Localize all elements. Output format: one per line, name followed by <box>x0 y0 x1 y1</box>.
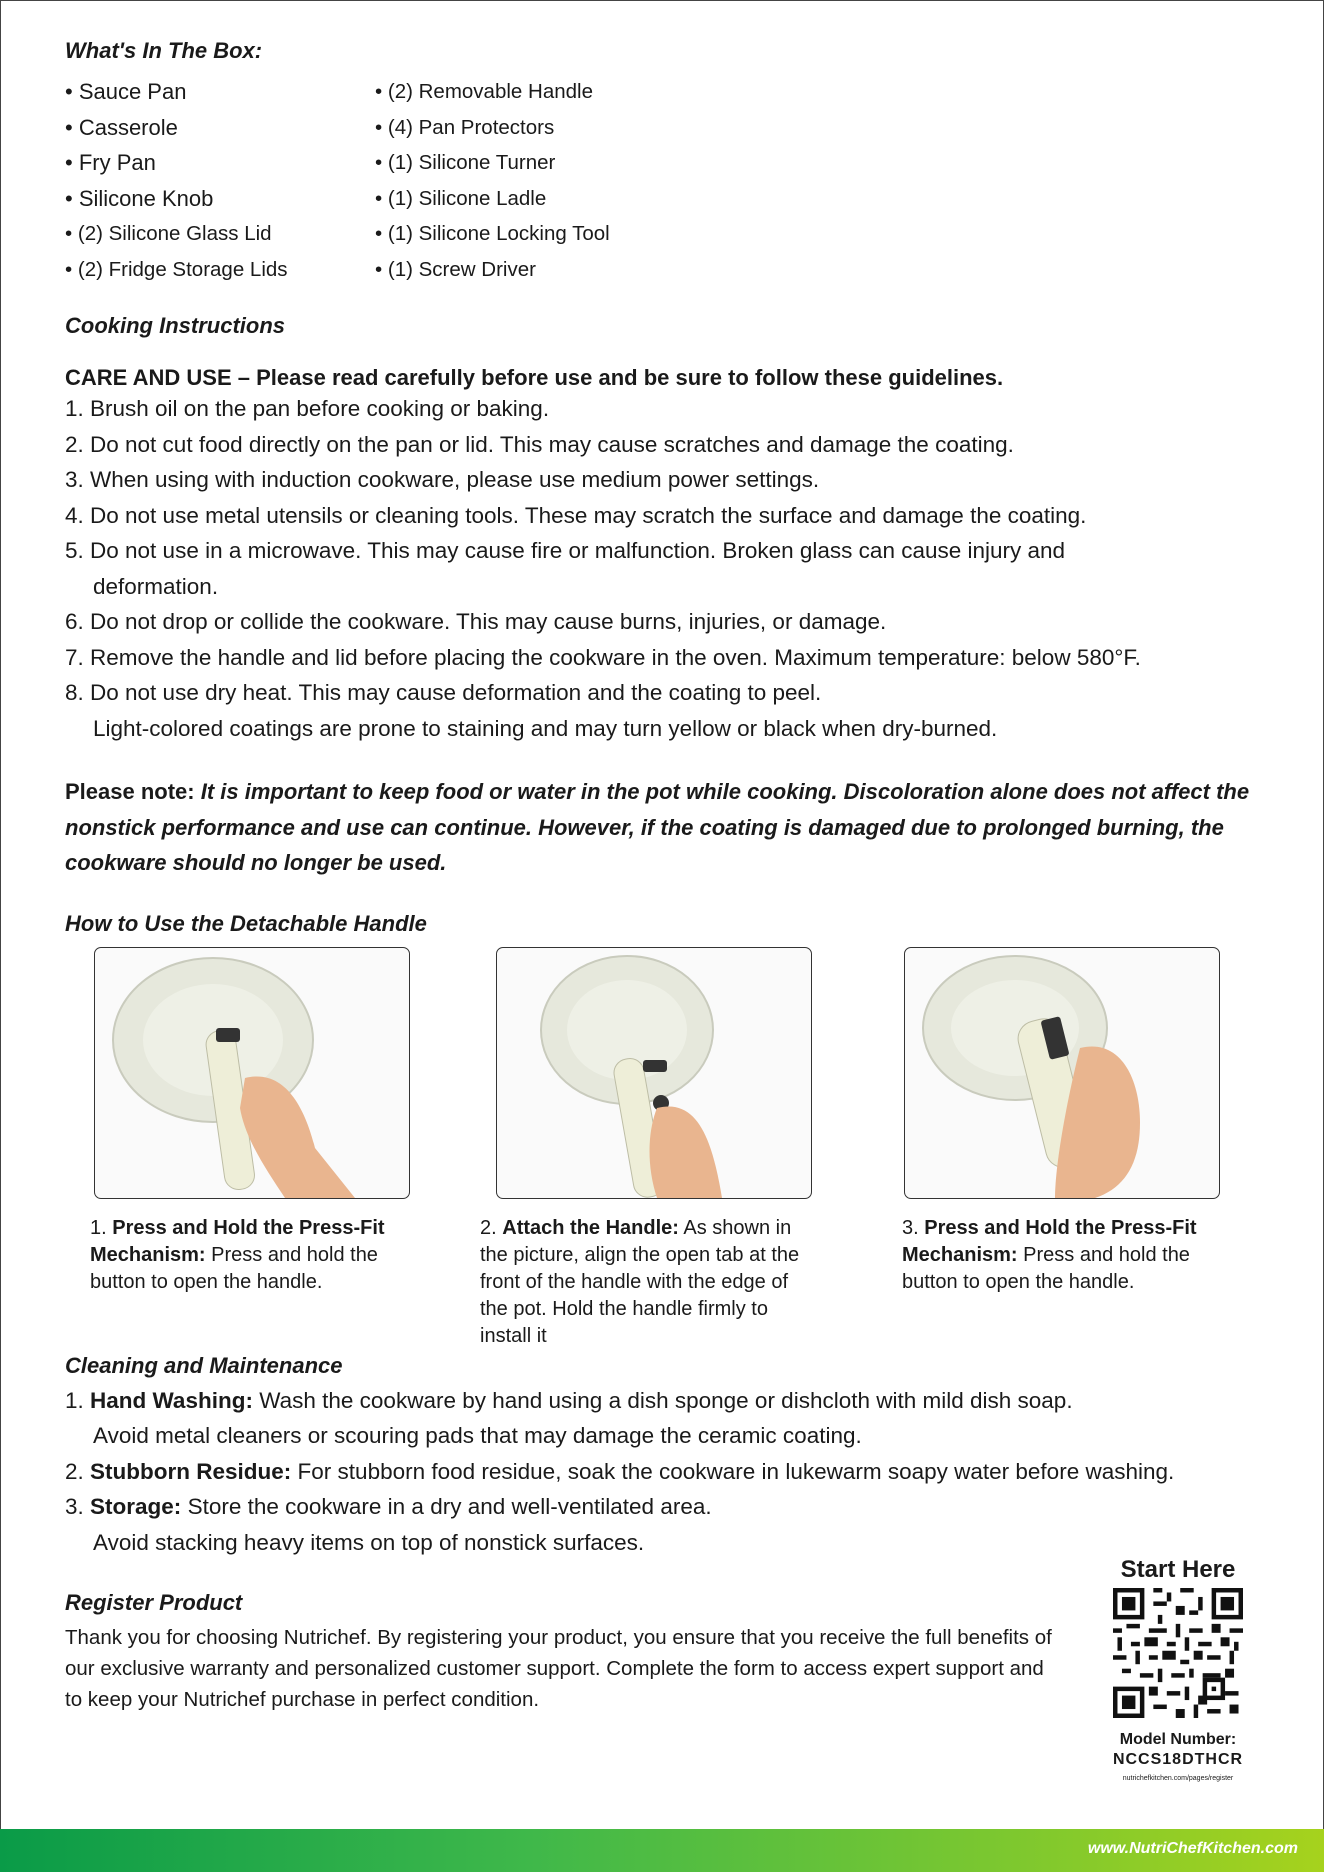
step-text: Press and hold the button to open the handle. <box>902 1243 1190 1293</box>
item-bold: Hand Washing: <box>90 1387 253 1413</box>
note-text: It is important to keep food or water in the pot while cooking. Discoloration alone does not affect the nonstick performance and use can continue. However, if the coating is damaged due to prolonged burning, the cookware should no longer be used. <box>65 779 1250 875</box>
step-number: 2. <box>480 1216 497 1239</box>
care-item: 6. Do not drop or collide the cookware. This may cause burns, injuries, or damage. <box>65 609 887 634</box>
box-title: What's In The Box: <box>65 38 263 63</box>
item-bold: Stubborn Residue: <box>90 1458 292 1484</box>
step-bold: Attach the Handle: <box>502 1216 679 1239</box>
pan-hand-image <box>95 948 409 1198</box>
care-item: 7. Remove the handle and lid before placing the cookware in the oven. Maximum temperature: below 580°F. <box>65 644 1141 670</box>
register-title: Register Product <box>65 1590 243 1615</box>
box-item: • (1) Silicone Ladle <box>375 186 547 210</box>
step-1-photo <box>94 947 410 1199</box>
item-number: 2. <box>65 1458 84 1484</box>
step-1-caption <box>90 1215 390 1296</box>
box-item: • (2) Removable Handle <box>375 80 593 103</box>
box-item: • (1) Silicone Locking Tool <box>375 222 610 245</box>
item-text: For stubborn food residue, soak the cookware in lukewarm soapy water before washing. <box>297 1458 1175 1484</box>
step-3-caption <box>902 1215 1222 1296</box>
care-item-continued: deformation. <box>93 573 219 599</box>
step-number: 1. <box>90 1216 107 1239</box>
item-number: 1. <box>65 1387 84 1413</box>
qr-title: Start Here <box>1120 1556 1236 1583</box>
handle-steps <box>65 947 1265 1357</box>
register-url[interactable]: nutrichefkitchen.com/pages/register <box>1122 1775 1234 1782</box>
cleaning-item-continued: Avoid stacking heavy items on top of nonstick surfaces. <box>93 1529 645 1555</box>
box-item: • (2) Fridge Storage Lids <box>65 257 288 281</box>
cleaning-item <box>65 1454 1265 1490</box>
box-list <box>65 74 1265 287</box>
step-bold: Press and Hold the Press-Fit Mechanism: <box>90 1216 385 1266</box>
cleaning-title: Cleaning and Maintenance <box>65 1352 343 1378</box>
qr-block <box>1105 1556 1251 1782</box>
care-item: 1. Brush oil on the pan before cooking or baking. <box>65 396 550 421</box>
box-item: • (1) Silicone Turner <box>375 151 556 174</box>
care-item: 3. When using with induction cookware, please use medium power settings. <box>65 467 820 492</box>
cleaning-list <box>65 1383 1265 1561</box>
box-item: • Casserole <box>65 114 178 140</box>
care-item: 4. Do not use metal utensils or cleaning tools. These may scratch the surface and damage the coating. <box>65 502 1087 528</box>
please-note <box>65 774 1265 881</box>
step-2-caption <box>480 1215 800 1350</box>
box-item: • Sauce Pan <box>65 79 187 104</box>
pan-hand-image <box>497 948 811 1198</box>
box-item: • Fry Pan <box>65 150 156 175</box>
box-column-2 <box>375 74 685 287</box>
manual-page <box>65 38 1265 1715</box>
note-label: Please note: <box>65 779 195 804</box>
care-list <box>65 391 1265 746</box>
step-bold: Press and Hold the Press-Fit Mechanism: <box>902 1216 1197 1266</box>
box-item: • (4) Pan Protectors <box>375 115 555 139</box>
cleaning-item-continued: Avoid metal cleaners or scouring pads that may damage the ceramic coating. <box>93 1423 862 1448</box>
footer-url[interactable]: www.NutriChefKitchen.com <box>1087 1840 1298 1857</box>
qr-code-icon[interactable] <box>1113 1588 1243 1718</box>
step-3-photo <box>904 947 1220 1199</box>
step-text: As shown in the picture, align the open tab at the front of the handle with the edge of the pot. Hold the handle firmly to install it <box>480 1216 800 1347</box>
box-column-1 <box>65 74 375 287</box>
care-heading: CARE AND USE – Please read carefully before use and be sure to follow these guidelines. <box>65 365 1004 390</box>
care-item-continued: Light-colored coatings are prone to staining and may turn yellow or black when dry-burned. <box>93 715 998 741</box>
step-number: 3. <box>902 1216 919 1239</box>
item-number: 3. <box>65 1494 84 1519</box>
handle-title: How to Use the Detachable Handle <box>65 910 427 936</box>
box-item: • (2) Silicone Glass Lid <box>65 222 272 245</box>
cleaning-item <box>65 1383 1265 1419</box>
cleaning-item <box>65 1489 1265 1525</box>
item-text: Wash the cookware by hand using a dish sponge or dishcloth with mild dish soap. <box>259 1387 1073 1413</box>
register-text: Thank you for choosing Nutrichef. By registering your product, you ensure that you receive the full benefits of our exclusive warranty and personalized customer support. Complete the form to access expert support and to keep your Nutrichef purchase in perfect condition. <box>65 1626 1052 1711</box>
box-item: • Silicone Knob <box>65 185 214 211</box>
care-item: 2. Do not cut food directly on the pan or lid. This may cause scratches and damage the coating. <box>65 431 1014 457</box>
item-bold: Storage: <box>90 1494 182 1519</box>
item-text: Store the cookware in a dry and well-ventilated area. <box>187 1494 712 1519</box>
care-item: 5. Do not use in a microwave. This may cause fire or malfunction. Broken glass can cause injury and <box>65 538 1066 563</box>
step-text: Press and hold the button to open the handle. <box>90 1243 378 1293</box>
model-number: NCCS18DTHCR <box>1112 1751 1244 1768</box>
step-2-photo <box>496 947 812 1199</box>
footer-bar <box>0 1829 1324 1872</box>
box-item: • (1) Screw Driver <box>375 257 536 281</box>
cooking-title: Cooking Instructions <box>65 313 285 338</box>
pan-hand-image <box>905 948 1219 1198</box>
model-label: Model Number: <box>1119 1731 1237 1748</box>
care-item: 8. Do not use dry heat. This may cause deformation and the coating to peel. <box>65 680 822 705</box>
